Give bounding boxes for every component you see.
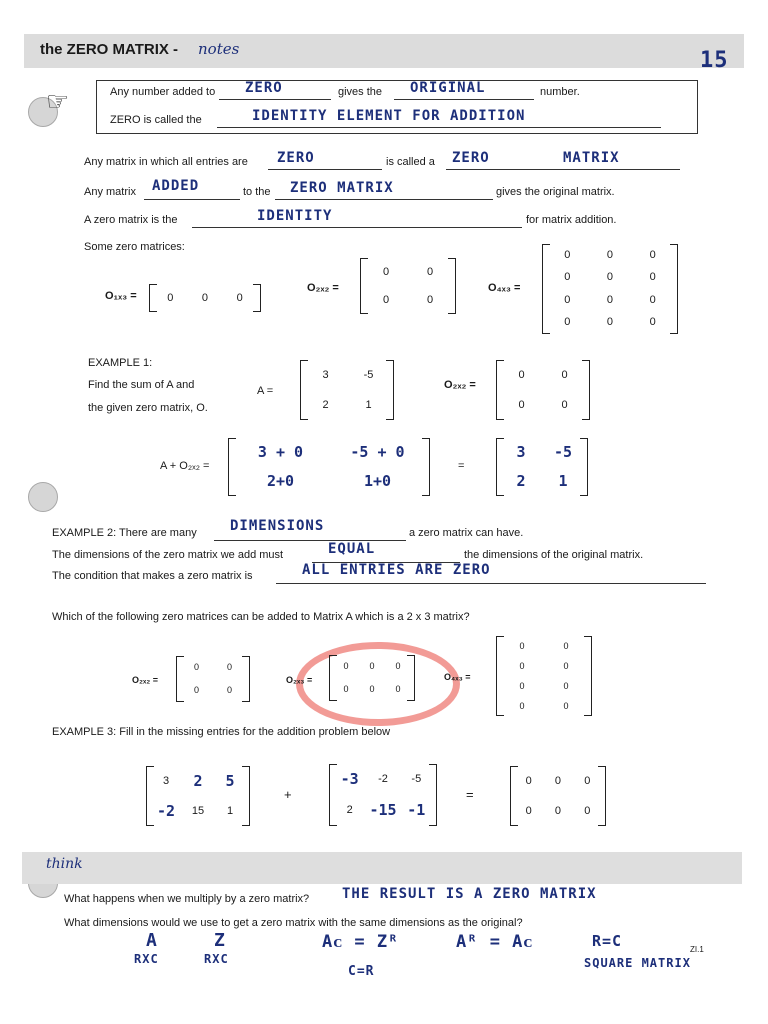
matrix-cell: 0 [193,662,199,672]
answer: EQUAL [328,541,376,557]
matrix-cell: 0 [343,661,349,671]
def-text: Any matrix [84,186,136,198]
matrix-cell: 0 [519,700,525,711]
matrix-cell: 0 [649,248,656,261]
matrix-cell: 0 [395,684,401,694]
answer: THE RESULT IS A ZERO MATRIX [342,886,597,902]
matrix-cell: 0 [369,684,375,694]
def-text: is called a [386,156,435,168]
matrix-cell: 1 [558,472,568,490]
zero-matrix-1x3 [153,284,257,312]
answer: DIMENSIONS [230,518,325,534]
matrix-cell: -5 [553,443,573,461]
example-text: EXAMPLE 2: There are many [52,527,197,539]
matrix-middle [333,764,433,826]
answer: ZERO [452,150,490,166]
matrix-cell: 0 [518,368,525,381]
answer: SQUARE MATRIX [584,956,691,970]
matrix-cell: 0 [369,661,375,671]
matrix-label: A = [257,385,274,397]
answer: MATRIX [563,150,620,166]
matrix-a [304,360,390,420]
matrix-cell: 0 [519,640,525,651]
def-text: for matrix addition. [526,214,617,226]
matrix-cell: 0 [561,398,568,411]
think-label: think [46,856,83,872]
matrix-cell: 0 [563,700,569,711]
question-text: What dimensions would we use to get a zero matrix with the same dimensions as the original? [64,917,523,929]
zero-matrix-2x2 [500,360,586,420]
matrix-cell: 0 [563,660,569,671]
matrix-label: O₂ₓ₂ = [132,675,159,685]
question-text: What happens when we multiply by a zero matrix? [64,893,310,905]
answer: ALL ENTRIES ARE ZERO [302,562,491,578]
matrix-cell: 0 [606,271,614,284]
matrix-cell: 0 [561,368,568,381]
blank-line [275,199,493,200]
matrix-cell: 0 [519,680,525,691]
matrix-cell: 0 [193,685,199,695]
matrix-cell: 0 [649,316,656,329]
blank-line [219,99,331,100]
pointing-hand-icon: ☞ [46,86,70,116]
matrix-cell: 15 [191,804,205,817]
matrix-cell: 0 [564,271,571,284]
example-text: the dimensions of the original matrix. [464,549,644,561]
matrix-cell: 2 [322,398,329,411]
def-text: gives the original matrix. [496,186,615,198]
page-title: the ZERO MATRIX - [40,41,179,58]
matrix-cell: 1+0 [363,472,392,490]
matrix-cell: 2 [346,804,353,816]
matrix-label: O₁ₓ₃ = [105,290,137,302]
title-notes: notes [198,40,240,58]
matrix-cell: -15 [369,801,397,819]
matrix-cell: 0 [226,685,232,695]
matrix-cell: 0 [554,774,562,787]
matrix-cell: 0 [606,316,614,329]
matrix-label: O₂ₓ₃ = [286,675,313,685]
result-matrix [500,438,584,496]
matrix-cell: 1 [226,804,234,817]
example-title: EXAMPLE 1: [88,357,153,369]
matrix-left [150,766,246,826]
matrix-cell: 0 [563,680,569,691]
matrix-cell: 2 [516,472,526,490]
matrix-label: A + O₂ₓ₂ = [160,460,210,472]
plus-sign: + [284,787,292,802]
question-text: Which of the following zero matrices can be added to Matrix A which is a 2 x 3 matrix? [52,611,470,623]
matrix-cell: 0 [554,804,562,817]
answer: ZERO MATRIX [290,180,394,196]
equals-sign: = [458,460,465,472]
think-band [22,852,742,884]
example-text: The dimensions of the zero matrix we add must [52,549,284,561]
answer: IDENTITY [257,208,333,224]
page-number: 15 [700,48,729,73]
def-text: Any matrix in which all entries are [84,156,248,168]
matrix-cell: 0 [343,684,349,694]
matrix-cell: 0 [226,662,232,672]
def-text: Some zero matrices: [84,241,185,253]
answer: C=R [348,964,375,979]
answer: IDENTITY ELEMENT FOR ADDITION [252,108,526,124]
answer: RXC [204,952,229,966]
answer: A [146,930,158,951]
matrix-cell: -5 [411,773,422,785]
matrix-right [514,766,602,826]
matrix-cell: 0 [525,774,532,787]
matrix-cell: -5 + 0 [350,443,405,461]
blank-line [446,169,680,170]
matrix-cell: 0 [584,774,591,787]
matrix-cell: 1 [365,398,372,411]
matrix-cell: 0 [564,316,571,329]
matrix-cell: 0 [519,660,525,671]
matrix-cell: 0 [525,804,532,817]
option-zero-matrix-2x2 [180,656,246,702]
answer: ADDED [152,178,200,194]
matrix-cell: 0 [649,271,656,284]
blank-line [214,540,406,541]
hole-punch [28,482,58,512]
blank-line [144,199,240,200]
box-text: ZERO is called the [110,114,202,126]
matrix-cell: 0 [236,291,243,304]
matrix-label: O₂ₓ₂ = [444,379,476,391]
matrix-cell: 0 [382,265,390,278]
matrix-cell: 0 [395,661,401,671]
matrix-cell: 3 [162,774,170,787]
def-text: A zero matrix is the [84,214,178,226]
sum-matrix [232,438,426,496]
blank-line [192,227,522,228]
matrix-cell: 0 [563,640,569,651]
answer: RXC [134,952,159,966]
matrix-cell: 0 [584,804,591,817]
box-text: number. [540,86,580,98]
matrix-cell: 2 [193,771,203,790]
matrix-cell: 3 + 0 [257,443,304,461]
matrix-cell: 0 [426,293,434,306]
page-code: ZI.1 [690,945,704,954]
blank-line [217,127,661,128]
answer: Aᴿ = Aᴄ [456,932,534,952]
matrix-cell: -2 [156,801,176,820]
matrix-label: O₄ₓ₃ = [488,282,521,294]
answer: ORIGINAL [410,80,486,96]
option-zero-matrix-4x2 [500,636,588,716]
zero-matrix-4x3 [546,244,674,334]
matrix-cell: 0 [606,248,614,261]
zero-matrix-2x2 [364,258,452,314]
matrix-cell: 0 [564,293,571,306]
blank-line [268,169,382,170]
matrix-label: O₂ₓ₂ = [307,282,339,294]
example-text: Find the sum of A and [88,379,195,391]
blank-line [276,583,706,584]
example-text: a zero matrix can have. [409,527,524,539]
matrix-cell: 0 [382,293,390,306]
matrix-label: O₄ₓ₃ = [444,672,471,682]
matrix-cell: 3 [322,368,329,381]
matrix-cell: 0 [606,293,614,306]
example-text: The condition that makes a zero matrix is [52,570,253,582]
matrix-cell: 0 [426,265,434,278]
answer: Z [214,930,226,951]
blank-line [394,99,534,100]
matrix-cell: -1 [407,801,426,819]
answer: ZERO [245,80,283,96]
equals-sign: = [466,787,474,802]
answer: Aᴄ = Zᴿ [322,932,400,952]
matrix-cell: -5 [363,368,374,381]
box-text: Any number added to [110,86,216,98]
matrix-cell: 0 [649,293,656,306]
box-text: gives the [338,86,383,98]
matrix-cell: 2+0 [266,472,295,490]
matrix-cell: -2 [378,773,388,785]
matrix-cell: 3 [516,443,526,461]
def-text: to the [243,186,271,198]
answer: R=C [592,932,623,950]
matrix-cell: 5 [225,771,235,790]
example-text: the given zero matrix, O. [88,402,208,414]
matrix-cell: 0 [201,291,209,304]
matrix-cell: 0 [564,248,571,261]
answer: ZERO [277,150,315,166]
example-title: EXAMPLE 3: Fill in the missing entries for the addition problem below [52,726,391,738]
matrix-cell: 0 [518,398,525,411]
matrix-cell: -3 [340,770,359,788]
option-zero-matrix-2x3 [333,655,411,701]
matrix-cell: 0 [167,291,174,304]
